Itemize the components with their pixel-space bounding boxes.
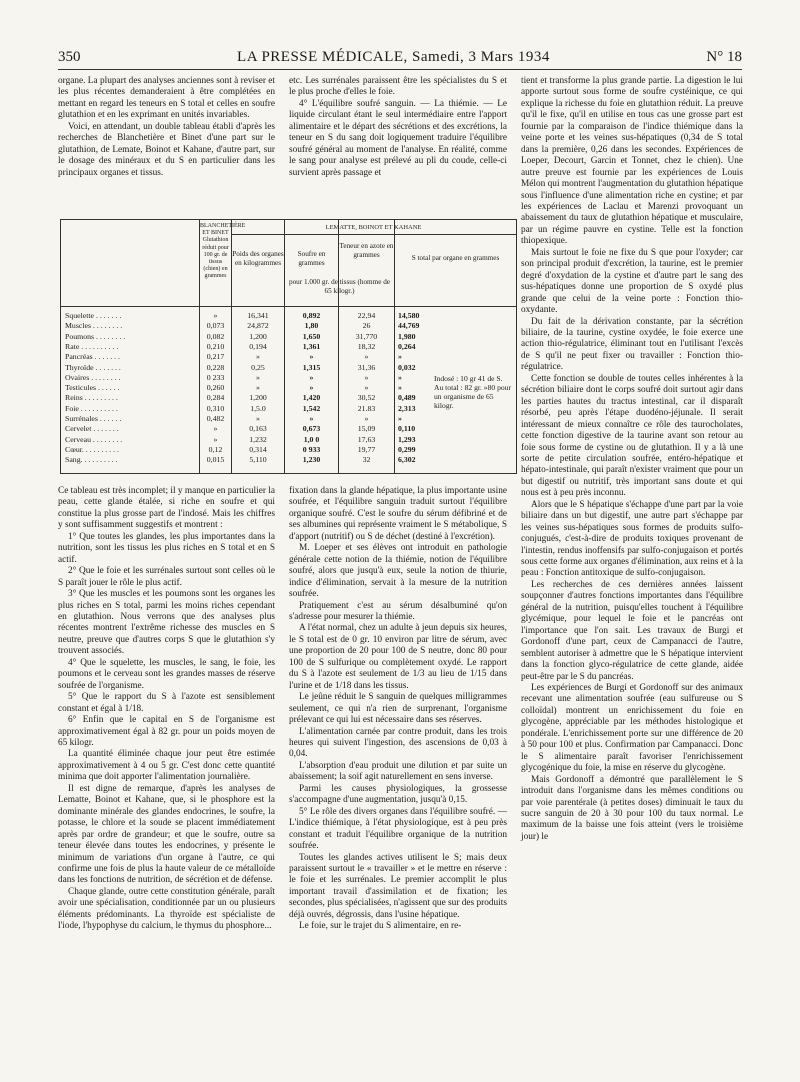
journal-title: LA PRESSE MÉDICALE, Samedi, 3 Mars 1934 <box>237 49 550 65</box>
table-cell-p: 1,5.0 <box>250 403 266 413</box>
table-row <box>61 352 516 361</box>
table-cell-t: 0,032 <box>398 362 416 372</box>
table-row <box>61 455 516 464</box>
table-row <box>61 424 516 433</box>
table-cell-name: Cerveau . . . . . . . . <box>65 434 123 444</box>
table-cell-s: 1,80 <box>304 321 319 331</box>
table-cell-a: 21.83 <box>357 403 376 413</box>
paragraph: Parmi les causes physiologiques, la grossesse s'accompagne d'une augmentation, jusqu'à 0,15. <box>289 783 507 806</box>
paragraph: Mais Gordonoff a démontré que parallèlement le S introduit dans l'organisme dans les mêmes conditions ou par voie parentérale (à petites doses) diminuait le taux du sucre sanguin de 20 à 30 pour 100 du taux normal. Le maximum de la baisse une fois atteint (vers le troisième jour) le <box>521 774 743 842</box>
table-cell-g: 0,210 <box>206 341 225 351</box>
paragraph: L'alimentation carnée par contre produit, dans les trois heures qui suivent l'ingestion, des ascensions de 0,03 à 0,04. <box>289 726 507 760</box>
table-cell-t: 6,302 <box>398 455 416 465</box>
paragraph: organe. La plupart des analyses anciennes sont à reviser et les plus récentes demanderaient à être complétées en mettant en regard les teneurs en S total et celles en soufre glutathion et en les exprimant en unités invariables. <box>58 76 275 121</box>
table-cell-name: Thyroïde . . . . . . . <box>65 362 121 372</box>
paragraph: Voici, en attendant, un double tableau établi d'après les recherches de Blanchetière et Binet d'une part sur le glutathion, de Lemate, Boinot et Kahane, d'autre part, sur le dosage des minéraux et du S en particulier dans les principaux organes et tissus. <box>58 121 275 178</box>
column-1-top <box>58 76 275 179</box>
paragraph: 3° Que les muscles et les poumons sont les organes les plus riches en S total, parmi les moins riches cependant en glutathion. Nous verrons que des analyses plus récentes montrent l'extrême richesse des muscles en S neutre, preuve que d'autres corps S que le glutathion s'y trouvent associés. <box>58 589 275 657</box>
table-cell-a: 18,32 <box>357 341 376 351</box>
table-cell-name: Reins . . . . . . . . . <box>65 393 118 403</box>
column-3 <box>521 76 743 843</box>
table-cell-p: 1,232 <box>249 434 267 444</box>
table-cell-t: 0,264 <box>398 341 416 351</box>
table-cell-name: Rate . . . . . . . . . . <box>65 341 119 351</box>
table-cell-t: » <box>398 414 402 423</box>
header-per-kg: pour 1.000 gr. de tissus (homme de 65 kilogr.) <box>288 278 390 295</box>
header-soufre: Soufre en grammes <box>297 250 326 267</box>
table-cell-name: Poumons . . . . . . . . <box>65 331 126 341</box>
table-cell-t: » <box>398 352 402 362</box>
table-cell-p: 5,110 <box>249 455 267 465</box>
table-cell-g: 0 233 <box>206 372 225 382</box>
table-cell-t: 0,110 <box>398 424 416 434</box>
table-cell-s: 1,420 <box>302 393 321 403</box>
table-cell-p: 0,25 <box>251 362 265 372</box>
table-cell-s: 1,542 <box>302 403 321 413</box>
table-cell-name: Pancréas . . . . . . . <box>65 352 120 362</box>
table-row <box>61 363 516 372</box>
paragraph: Il est digne de remarque, d'après les analyses de Lematte, Boinot et Kahane, que, si le phosphore est la dominante minérale des glandes endocrines, le soufre, la potasse, le chlore et la soude se placent immédiatement après par ordre de grandeur; et que le soufre, outre sa teneur élevée dans toutes les endocrines, y présente le minimum de variations d'un organe à l'autre, ce qui confirme une fois de plus la haute valeur de ce métalloïde dans les fonctions de nutrition, de sécrétion et de défense. <box>58 783 275 886</box>
table-note: Indosé : 10 gr 41 de S. Au total : 82 gr. »80 pour un organisme de 65 kilogr. <box>434 374 511 410</box>
table-cell-name: Ovaires . . . . . . . . <box>65 372 121 382</box>
paragraph: 5° Que le rapport du S à l'azote est sensiblement constant et égal à 1/18. <box>58 692 275 714</box>
table-cell-a: 31,36 <box>357 362 376 372</box>
table-cell-g: 0,12 <box>208 444 223 454</box>
paragraph: etc. Les surrénales paraissent être les spécialistes du S et le plus proche d'elles le foie. <box>289 76 507 98</box>
table-cell-p: 1,200 <box>249 331 267 341</box>
table-row <box>61 332 516 341</box>
paragraph: Le foie, sur le trajet du S alimentaire, en re- <box>299 921 462 932</box>
table-cell-s: 0,673 <box>302 424 321 434</box>
paragraph: 1° Que toutes les glandes, les plus importantes dans la nutrition, sont les tissus les plus riches en S total et en S actif. <box>58 531 275 565</box>
table-cell-s: 1,650 <box>302 331 321 341</box>
table-cell-t: 1,980 <box>398 331 416 341</box>
table-cell-g: 0,260 <box>206 383 225 393</box>
paragraph: L'absorption d'eau produit une dilution et par suite un abaissement; la soif agit naturellement en sens inverse. <box>289 760 507 783</box>
table-row <box>61 321 516 330</box>
paragraph: 4° Que le squelette, les muscles, le sang, le foie, les poumons et le cerveau sont les grandes masses de réserve soufrée de l'organisme. <box>58 657 275 691</box>
table-cell-a: 30,52 <box>357 393 376 403</box>
paragraph: La quantité éliminée chaque jour peut être estimée approximativement à 4 ou 5 gr. C'est donc cette quantité minima que doit apporter l'alimentation journalière. <box>58 749 275 783</box>
table-cell-g: 0,015 <box>206 455 225 465</box>
paragraph: Cette fonction se double de toutes celles inhérentes à la sécrétion biliaire dont le corps soufré doit surtout agir dans les parties hautes du tractus intestinal, car il disparaît résorbé, peu après l'étape duodéno-jéjunale. Il serait intéressant de mieux connaître ce rôle des taurocholates, cette fonction digestive de la taurine avant son retour au foie sous forme de cystine ou de glutathion. Il y a là une sorte de petite circulation soufrée, entéro-hépatique et hépato-intestinale, qui paraît n'exister vraiment que pour un but digestif ou nutritif, très important sans doute et qui nous est à peu près inconnu. <box>521 373 743 499</box>
paragraph: 2° Que le foie et les surrénales surtout sont celles où le S paraît jouer le rôle le plus actif. <box>58 566 275 588</box>
table-cell-s: » <box>309 352 314 362</box>
table-cell-s: 1,230 <box>302 455 321 465</box>
paragraph: Les recherches de ces dernières années laissent soupçonner d'autres fonctions importantes dans l'équilibre général de la nutrition, puisqu'elles touchent à l'équilibre glycémique, pour lequel le foie et le pancréas ont l'importance que l'on sait. Les travaux de Burgi et Gordonoff d'une part, ceux de Campanacci de l'autre, semblent autoriser à admettre que le S hépatique intervient dans la fonction glyco-régulatrice de cette glande, aidée peut-être par le S du pancréas. <box>521 579 743 682</box>
paragraph: Ce tableau est très incomplet; il y manque en particulier la peau, cette glande étalée, si riche en soufre et qui constitue la plus grosse part de l'indosé. Mais les chiffres y sont suffisamment suggestifs et montrent : <box>58 486 275 531</box>
table-cell-a: 17,63 <box>357 434 376 444</box>
table-cell-g: 0,482 <box>206 414 225 423</box>
table-cell-a: 19,77 <box>357 444 376 454</box>
table-cell-s: 1,315 <box>302 362 321 372</box>
table-cell-name: Testicules . . . . . . <box>65 383 120 393</box>
page-number: 350 <box>58 49 81 65</box>
table-cell-name: Muscles . . . . . . . . <box>65 321 123 331</box>
table-cell-g: 0,082 <box>206 331 225 341</box>
table-cell-name: Foie . . . . . . . . . . <box>65 403 118 413</box>
table-cell-s: 0 933 <box>302 444 321 454</box>
page-header <box>58 42 742 70</box>
table-cell-t: 14,580 <box>398 311 420 320</box>
paragraph: Alors que le S hépatique s'échappe d'une part par la voie biliaire dans un but digestif, une autre part s'échappe par les veines sus-hépatiques sous formes de produits sulfo-conjugués, c'est-à-dire de produits toxiques provenant de l'intestin, rendus inoffensifs par sulfo-conjugaison et portés sous cette forme aux organes d'élimination, aux reins et à la peau : Fonction antitoxique de sulfo-conjugaison. <box>521 499 743 579</box>
paragraph: Mais surtout le foie ne fixe du S que pour l'oxyder; car son principal produit d'excrétion, la taurine, est le premier degré d'oxydation de la cystine et d'autre part le sang des sus-hépatiques donne une proportion de S oxydé plus grande que celui de la veine porte : Fonction thio-oxydante. <box>521 247 743 316</box>
table-cell-p: 0,163 <box>249 424 267 434</box>
table-cell-p: » <box>256 352 260 362</box>
paragraph: M. Loeper et ses élèves ont introduit en pathologie générale cette notion de la thiémie, notion de l'équilibre soufré, alors que jusqu'à eux, seule la notion de thiurie, indice d'élimination, servait à la mesure de la nutrition soufrée. <box>289 543 507 600</box>
table-cell-t: 0,299 <box>398 444 416 454</box>
table-cell-name: Squelette . . . . . . . <box>65 311 122 320</box>
table-cell-p: 0,194 <box>249 341 267 351</box>
column-1 <box>58 486 275 933</box>
table-cell-g: » <box>213 424 218 434</box>
paragraph: 5° Le rôle des divers organes dans l'équilibre soufré. — L'indice thiémique, à l'état physiologique, est à peu près constant et traduit l'équilibre organique de la nutrition soufrée. <box>289 806 507 852</box>
table-cell-s: 1,361 <box>302 341 321 351</box>
header-s-total: S total par organe en grammes <box>411 254 500 262</box>
paragraph: Le jeûne réduit le S sanguin de quelques milligrammes seulement, ce qui n'a rien de surprenant, l'organisme prélevant ce qui lui est nécessaire dans ses réserves. <box>289 692 507 726</box>
issue-number: N° 18 <box>706 49 742 65</box>
table-row <box>61 311 516 320</box>
table-cell-s: 0,892 <box>302 311 321 320</box>
paragraph: 6° Enfin que le capital en S de l'organisme est approximativement égal à 82 gr. pour un poids moyen de 65 kilogr. <box>58 715 275 748</box>
table-cell-p: » <box>256 372 260 382</box>
paragraph: Pratiquement c'est au sérum désalbuminé qu'on s'adresse pour mesurer la thiémie. <box>289 600 507 622</box>
table-cell-a: 31,770 <box>355 331 378 341</box>
paragraph: Les expériences de Burgi et Gordonoff sur des animaux recevant une alimentation soufrée (eau sulfureuse ou S colloïdal) montrent un enrichissement du foie en glycogène, appréciable par les méthodes histologique et pondérale. L'enrichissement porte sur une différence de 20 à 50 pour 100 et plus. Confirmation par Campanacci. Donc le S alimentaire paraît favoriser l'enrichissement glycogénique du foie, la mise en réserve du glycogène. <box>521 683 743 774</box>
table-cell-p: » <box>256 414 260 423</box>
table-cell-t: 2,313 <box>398 403 416 413</box>
table-row <box>61 414 516 423</box>
table-row <box>61 435 516 444</box>
table-cell-t: » <box>398 383 402 393</box>
table-cell-s: 1,0 0 <box>303 434 320 444</box>
header-azote: Teneur en azote en grammes <box>339 242 394 259</box>
table-cell-p: 0,314 <box>249 444 267 454</box>
table-cell-s: » <box>309 372 314 382</box>
table-cell-p: 16,341 <box>247 311 269 320</box>
table-cell-name: Cervelet . . . . . . . <box>65 424 119 434</box>
table-cell-name: Sang. . . . . . . . . . <box>65 455 118 465</box>
paragraph: Chaque glande, outre cette constitution générale, paraît avoir une spécialisation, conditionnée par un ou plusieurs éléments prédominants. La thyroïde est spécialiste de l'iode, l'hypophyse du calcium, le thymus du phosphore... <box>58 886 275 932</box>
table-cell-t: 0,489 <box>398 393 416 403</box>
table-cell-p: 1,200 <box>249 393 267 403</box>
table-cell-a: 32 <box>362 455 371 465</box>
table-cell-a: 22,94 <box>357 311 376 320</box>
table-cell-g: 0,073 <box>206 321 225 331</box>
table-cell-a: 26 <box>362 321 371 331</box>
table-cell-g: » <box>213 434 218 444</box>
table-cell-t: 44,769 <box>398 321 420 331</box>
table-cell-g: 0,284 <box>206 393 225 403</box>
table-cell-a: » <box>364 372 369 382</box>
header-lematte: LEMATTE, BOINOT ET KAHANE <box>325 224 422 231</box>
table-cell-a: 15,09 <box>357 424 376 434</box>
paragraph: fixation dans la glande hépatique, la plus importante usine soufrée, et l'équilibre sanguin traduit surtout l'équilibre organique soufré. C'est le soufre du sérum défibriné et de ses albumines qui représente vraiment le S métabolique, S d'apport (nutritif) ou S de déchet (destiné à l'excrétion). <box>289 486 507 542</box>
column-2 <box>289 486 507 933</box>
paragraph: Du fait de la dérivation constante, par la sécrétion biliaire, de la taurine, cystine oxydée, le foie exerce une action thio-régulatrice, éliminant tout en l'utilisant l'excès de S qu'il ne peut fixer ou travailler : Fonction thio-régulatrice. <box>521 316 743 373</box>
sulfur-table <box>60 219 517 474</box>
table-row <box>61 342 516 351</box>
table-cell-t: 1,293 <box>398 434 416 444</box>
paragraph: 4° L'équilibre soufré sanguin. — La thiémie. — Le liquide circulant étant le seul intermédiaire entre l'apport alimentaire et le départ des sécrétions et des excrétions, la teneur en S du sang doit logiquement traduire l'équilibre soufré général au moment de l'analyse. En réalité, comme le sang pour analyse est prélevé au pli du coude, celle-ci survient après passage et <box>289 98 507 178</box>
table-cell-g: 0,310 <box>206 403 225 413</box>
table-cell-p: » <box>256 383 260 393</box>
table-cell-a: » <box>364 352 369 362</box>
paragraph: tient et transforme la plus grande partie. La digestion le lui apporte surtout sous forme de soufre cystéinique, ce qui explique la richesse du foie en glutathion réduit. La preuve qu'il le fixe, qu'il en utilise en tous cas une grosse part est fournie par la comparaison de l'indice thiémique dans la veine porte et les veines sus-hépatiques (0,34 de S total dans la première, 0,26 dans les secondes. Expériences de Loeper, Decourt, Garcin et Tonnet, chez le chien). Une autre preuve est fournie par les expériences de Louis Mélon qui montrent l'augmentation du glutathion hépatique sous l'influence d'une alimentation riche en cystine; et par les expériences de Laclau et Marenzi provoquant un abaissement du taux de glutathion hépatique et musculaire, par un régime pauvre en cystine. Telle est la fonction thiopexique. <box>521 76 743 247</box>
paragraph: Toutes les glandes actives utilisent le S; mais deux paraissent surtout le « travailler » et le mettre en réserve : le foie et les surrénales. Le premier accomplit le plus important travail d'assimilation et de fixation; les secondes, plus spécialisées, n'agissent que sur des produits déjà ouvrés, dégrossis, dans l'usine hépatique. <box>289 852 507 920</box>
header-blanchetiere: BLANCHETIÈRE ET BINET Glutathion réduit pour 100 gr. de tissus (chien) en grammes <box>200 223 246 280</box>
table-cell-name: Cœur. . . . . . . . . . <box>65 444 119 454</box>
table-cell-s: » <box>309 383 314 393</box>
table-cell-p: 24,872 <box>247 321 269 331</box>
table-cell-g: » <box>213 311 218 320</box>
table-row <box>61 445 516 454</box>
table-cell-s: » <box>309 414 314 423</box>
paragraph: A l'état normal, chez un adulte à jeun depuis six heures, le S total est de 0 gr. 10 environ par litre de sérum, avec une proportion de 20 pour 100 de S neutre, donc 80 pour 100 de S sulfurique ou complètement oxydé. Le rapport du S à l'azote est seulement de 1/3 au lieu de 1/15 dans l'urine et de 1/18 dans les tissus. <box>289 623 507 691</box>
table-cell-g: 0,228 <box>206 362 225 372</box>
table-cell-a: » <box>364 414 369 423</box>
table-cell-t: » <box>398 372 402 382</box>
table-cell-name: Surrénales . . . . . . <box>65 414 122 423</box>
header-poids: Poids des organes en kilogrammes <box>232 250 284 267</box>
table-cell-g: 0,217 <box>206 352 225 362</box>
table-cell-a: » <box>364 383 369 393</box>
column-2-top <box>289 76 507 179</box>
